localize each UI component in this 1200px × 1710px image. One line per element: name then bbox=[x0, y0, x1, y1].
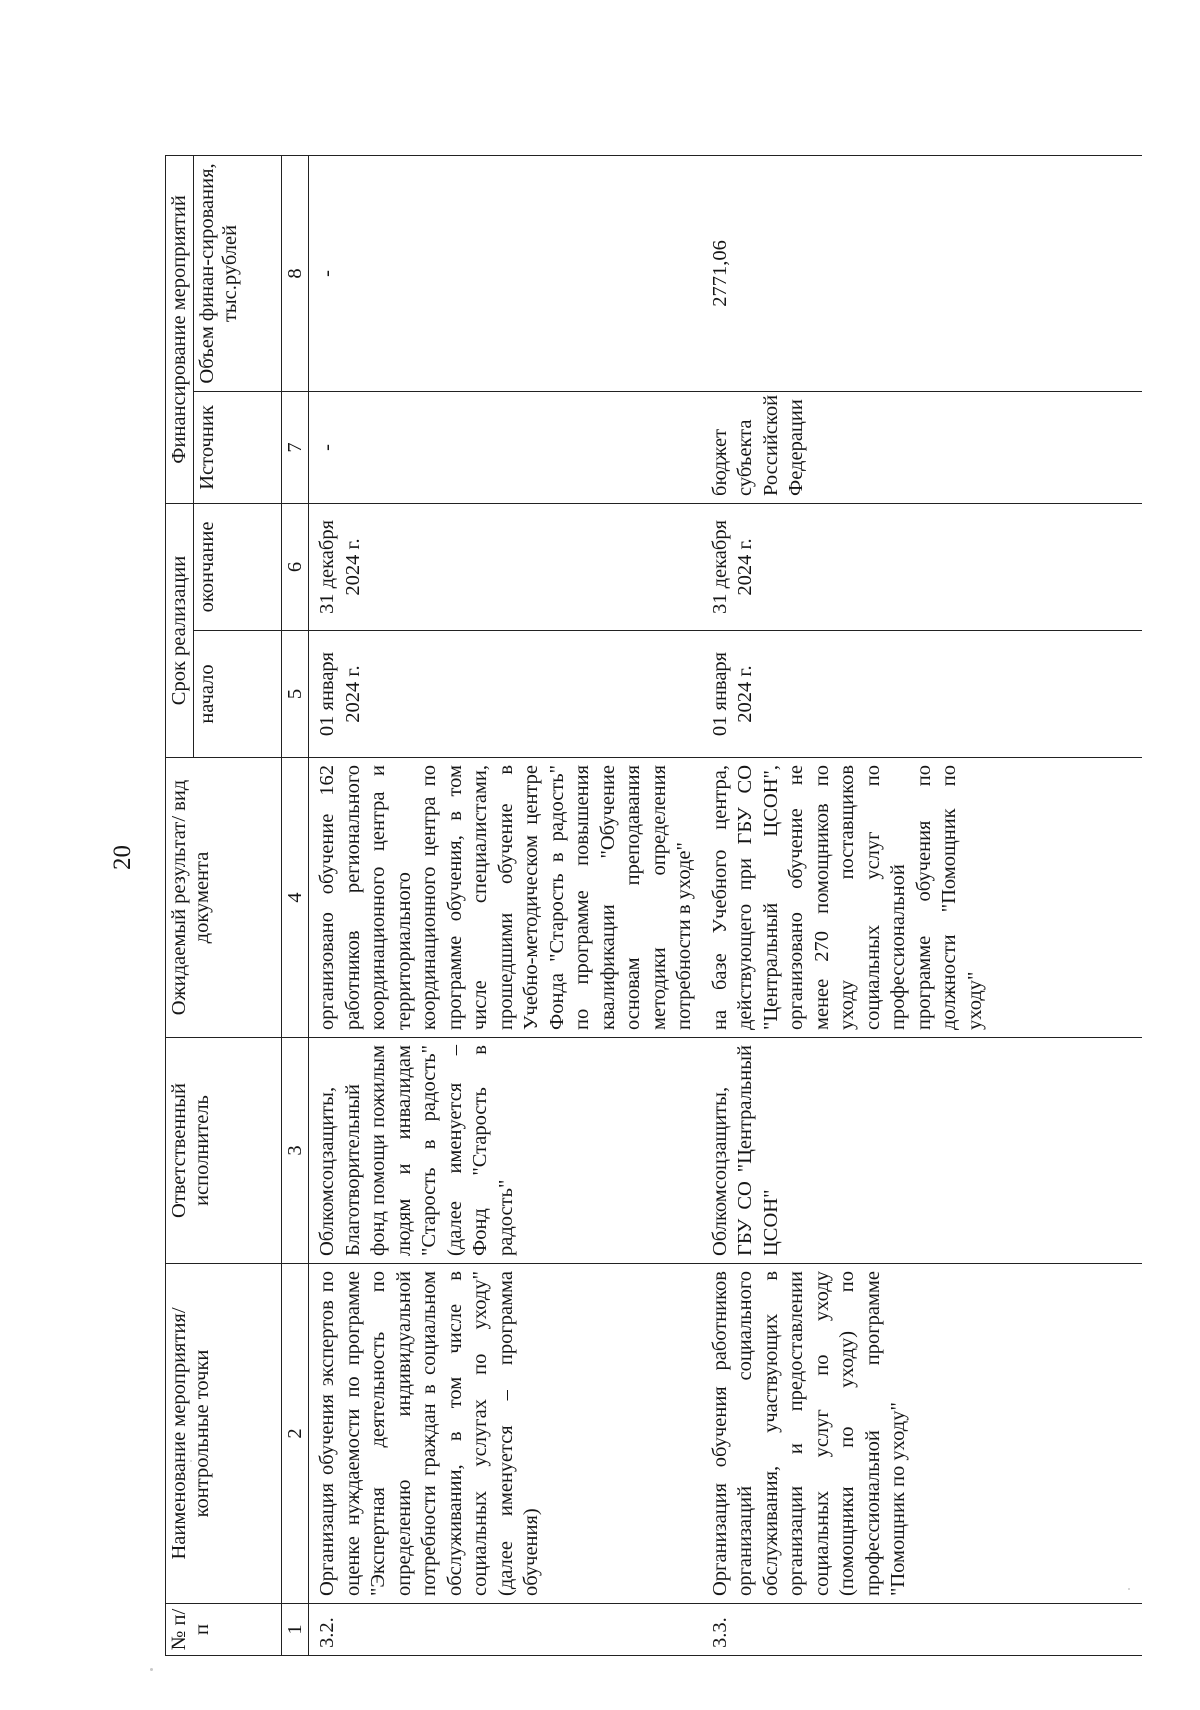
header-col-amount: Объем финан-сирования, тыс.рублей bbox=[194, 155, 282, 391]
row-number: 3.2. bbox=[309, 1604, 702, 1656]
plan-table bbox=[165, 155, 1142, 1656]
header-col-start: начало bbox=[194, 631, 282, 758]
header-col-executor: Ответственный исполнитель bbox=[166, 1038, 282, 1264]
row-funding-source: бюджет субъекта Российской Федерации bbox=[702, 391, 1142, 503]
row-executor: Облкомсоцзащиты, ГБУ СО "Центральный ЦСОН" bbox=[702, 1038, 1142, 1264]
header-col-num: № п/п bbox=[166, 1604, 282, 1656]
page-number: 20 bbox=[109, 845, 136, 870]
header-group-financing: Финансирование мероприятий bbox=[166, 155, 194, 503]
table-row bbox=[309, 155, 702, 1655]
scan-speck bbox=[150, 1668, 153, 1671]
row-expected-result: организовано обучение 162 работников регионального координационного центра и территориального координационного центра по программе обучения, в том числе специалистами, прошедшими обучение в Учебно-методическом центре Фонда "Старость в радость" по программе повышения квалификации "Обучение основам преподавания методики определения потребности в уходе" bbox=[309, 758, 702, 1038]
column-number: 3 bbox=[282, 1038, 309, 1264]
row-end-date: 31 декабря 2024 г. bbox=[309, 503, 702, 630]
column-number: 1 bbox=[282, 1604, 309, 1656]
column-number: 4 bbox=[282, 758, 309, 1038]
row-start-date: 01 января 2024 г. bbox=[702, 631, 1142, 758]
row-funding-source: - bbox=[309, 391, 702, 503]
header-col-source: Источник bbox=[194, 391, 282, 503]
column-number: 7 bbox=[282, 391, 309, 503]
row-start-date: 01 января 2024 г. bbox=[309, 631, 702, 758]
row-activity-name: Организация обучения экспертов по оценке нуждаемости по программе "Экспертная деятельность по определению индивидуальной потребности граждан в социальном обслуживании, в том числе в социальных услугах по уходу" (далее именуется – программа обучения) bbox=[309, 1264, 702, 1604]
row-executor: Облкомсоцзащиты, Благотворительный фонд помощи пожилым людям и инвалидам "Старость в радость" (далее именуется – Фонд "Старость в радость" bbox=[309, 1038, 702, 1264]
table-row bbox=[702, 155, 1142, 1655]
column-number: 2 bbox=[282, 1264, 309, 1604]
row-activity-name: Организация обучения работников организаций социального обслуживания, участвующих в организации и предоставлении социальных услуг по уходу (помощники по уходу) по профессиональной программе "Помощник по уходу" bbox=[702, 1264, 1142, 1604]
row-end-date: 31 декабря 2024 г. bbox=[702, 503, 1142, 630]
column-number: 8 bbox=[282, 155, 309, 391]
column-number: 5 bbox=[282, 631, 309, 758]
row-funding-amount: - bbox=[309, 155, 702, 391]
header-col-end: окончание bbox=[194, 503, 282, 630]
row-number: 3.3. bbox=[702, 1604, 1142, 1656]
header-group-term: Срок реализации bbox=[166, 503, 194, 757]
column-number: 6 bbox=[282, 503, 309, 630]
header-col-result: Ожидаемый результат/ вид документа bbox=[166, 758, 282, 1038]
row-expected-result: на базе Учебного центра, действующего при ГБУ СО "Центральный ЦСОН", организовано обучение не менее 270 помощников по уходу поставщиков социальных услуг по профессиональной программе обучения по должности "Помощник по уходу" bbox=[702, 758, 1142, 1038]
header-col-name: Наименование мероприятия/ контрольные точки bbox=[166, 1264, 282, 1604]
row-funding-amount: 2771,06 bbox=[702, 155, 1142, 391]
rotated-table-container bbox=[165, 156, 1200, 1656]
